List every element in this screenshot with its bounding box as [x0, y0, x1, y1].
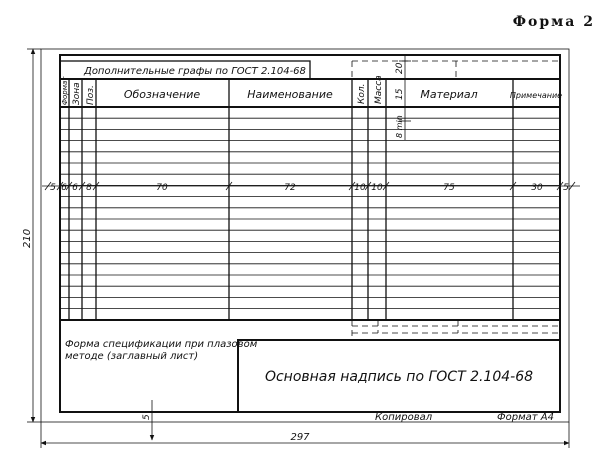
dim-col-9: 75 — [443, 183, 455, 193]
dim-col-3: 6 — [72, 183, 78, 193]
header-format: Формат — [61, 76, 69, 105]
header-pos: Поз. — [86, 85, 96, 105]
row-height-dimensions — [395, 56, 411, 140]
extra-columns-label: Дополнительные графы по ГОСТ 2.104-68 — [84, 66, 306, 77]
dim-col-1: 5 — [50, 183, 56, 193]
title-block-label: Основная надпись по ГОСТ 2.104-68 — [264, 369, 534, 385]
spec-table — [60, 79, 563, 320]
dim-col-2: 6 — [61, 183, 67, 193]
dim-width-297: 297 — [290, 432, 310, 443]
header-qty: Кол. — [357, 83, 367, 104]
dim-bottom-5: 5 — [142, 414, 152, 420]
column-width-dimensions — [42, 182, 580, 193]
dim-col-8: 10 — [371, 183, 383, 193]
dim-height-210: 210 — [22, 228, 33, 248]
dim-row-8min: 8 min — [395, 115, 404, 138]
copied-label: Копировал — [375, 412, 433, 423]
dim-col-7: 10 — [354, 183, 366, 193]
height-dimension — [22, 49, 41, 422]
dim-col-11: 5 — [563, 183, 569, 193]
dim-col-6: 72 — [284, 183, 296, 193]
dim-col-4: 8 — [86, 183, 92, 193]
format-label: Формат А4 — [497, 412, 554, 423]
bottom-dashed-area — [352, 320, 560, 340]
spec-table-rows — [60, 118, 560, 308]
bottom-margin-dimension — [142, 400, 152, 440]
header-zone: Зона — [72, 82, 82, 105]
header-material: Материал — [420, 88, 478, 101]
header-designation: Обозначение — [123, 88, 201, 101]
dim-col-10: 30 — [531, 183, 543, 193]
sheet-border — [41, 49, 569, 422]
dim-row-15: 15 — [395, 88, 405, 100]
dim-col-5: 70 — [156, 183, 168, 193]
header-note: Примечание — [509, 91, 563, 100]
form-title: Форма 2 — [512, 14, 595, 30]
width-dimension — [41, 422, 569, 448]
spec-note: Форма спецификации при плазовом методе (заглавный лист) — [65, 339, 258, 362]
header-mass: Масса — [374, 75, 384, 104]
dim-top-20: 20 — [395, 62, 405, 74]
header-name: Наименование — [247, 88, 333, 101]
